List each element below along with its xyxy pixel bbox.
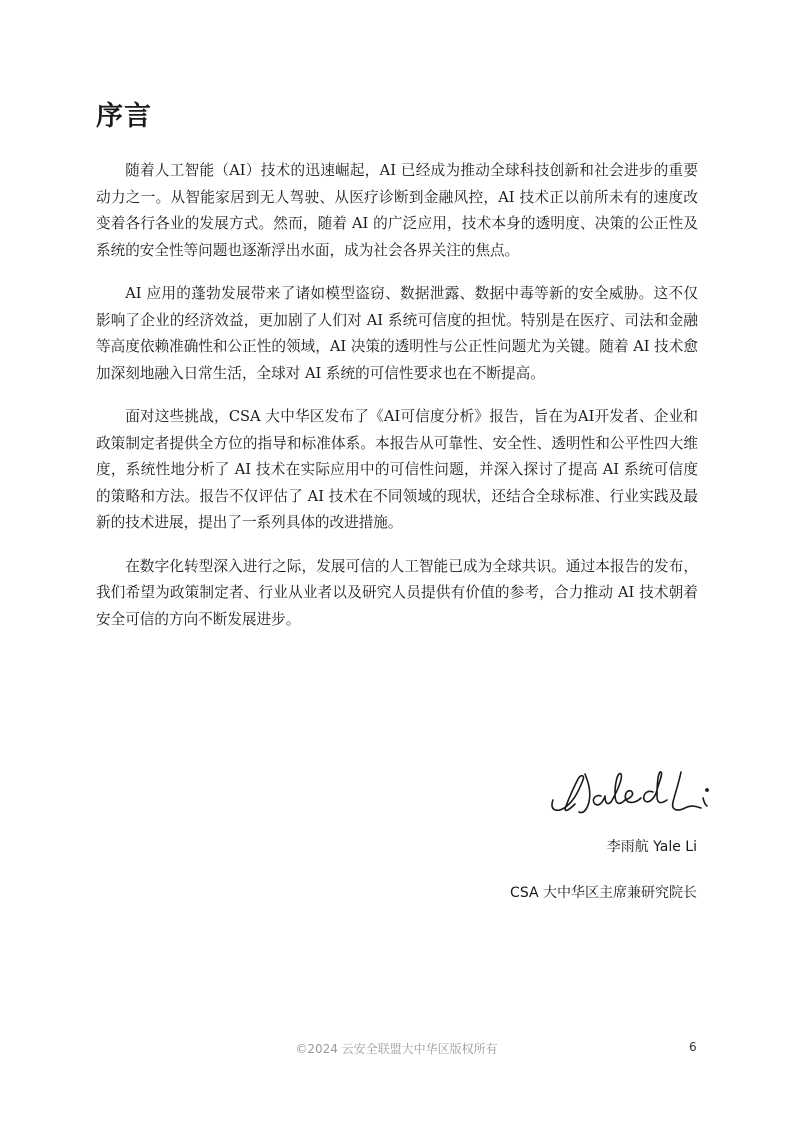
footer-copyright: ©2024 云安全联盟大中华区版权所有: [295, 1042, 498, 1056]
paragraph-3: 面对这些挑战，CSA 大中华区发布了《AI可信度分析》报告，旨在为AI开发者、企业和政策制定者提供全方位的指导和标准体系。本报告从可靠性、安全性、透明性和公平性四大维度，系统性地分析了 AI 技术在实际应用中的可信性问题，并深入探讨了提高 AI 系统可信度的策略和方法。报告不仅评估了 AI 技术在不同领域的现状，还结合全球标准、行业实践及最新的技术进展，提出了一系列具体的改进措施。: [96, 408, 698, 531]
page-title: 序言: [96, 101, 152, 132]
paragraph-2: AI 应用的蓬勃发展带来了诸如模型盗窃、数据泄露、数据中毒等新的安全威胁。这不仅影响了企业的经济效益，更加剧了人们对 AI 系统可信度的担忧。特别是在医疗、司法和金融等高度依赖准确性和公正性的领域，AI 决策的透明性与公正性问题尤为关键。随着 AI 技术愈加深刻地融入日常生活，全球对 AI 系统的可信性要求也在不断提高。: [96, 285, 698, 382]
signer-name: 李雨航 Yale Li: [606, 839, 697, 855]
signer-title: CSA 大中华区主席兼研究院长: [510, 885, 697, 901]
handwritten-signature: [545, 762, 715, 824]
preface-body: [96, 158, 698, 650]
page-number: 6: [689, 1040, 697, 1054]
paragraph-1: 随着人工智能（AI）技术的迅速崛起，AI 已经成为推动全球科技创新和社会进步的重要动力之一。从智能家居到无人驾驶、从医疗诊断到金融风控，AI 技术正以前所未有的速度改变着各行各业的发展方式。然而，随着 AI 的广泛应用，技术本身的透明度、决策的公正性及系统的安全性等问题也逐渐浮出水面，成为社会各界关注的焦点。: [96, 162, 698, 259]
paragraph-4: 在数字化转型深入进行之际，发展可信的人工智能已成为全球共识。通过本报告的发布，我们希望为政策制定者、行业从业者以及研究人员提供有价值的参考，合力推动 AI 技术朝着安全可信的方向不断发展进步。: [96, 557, 698, 628]
